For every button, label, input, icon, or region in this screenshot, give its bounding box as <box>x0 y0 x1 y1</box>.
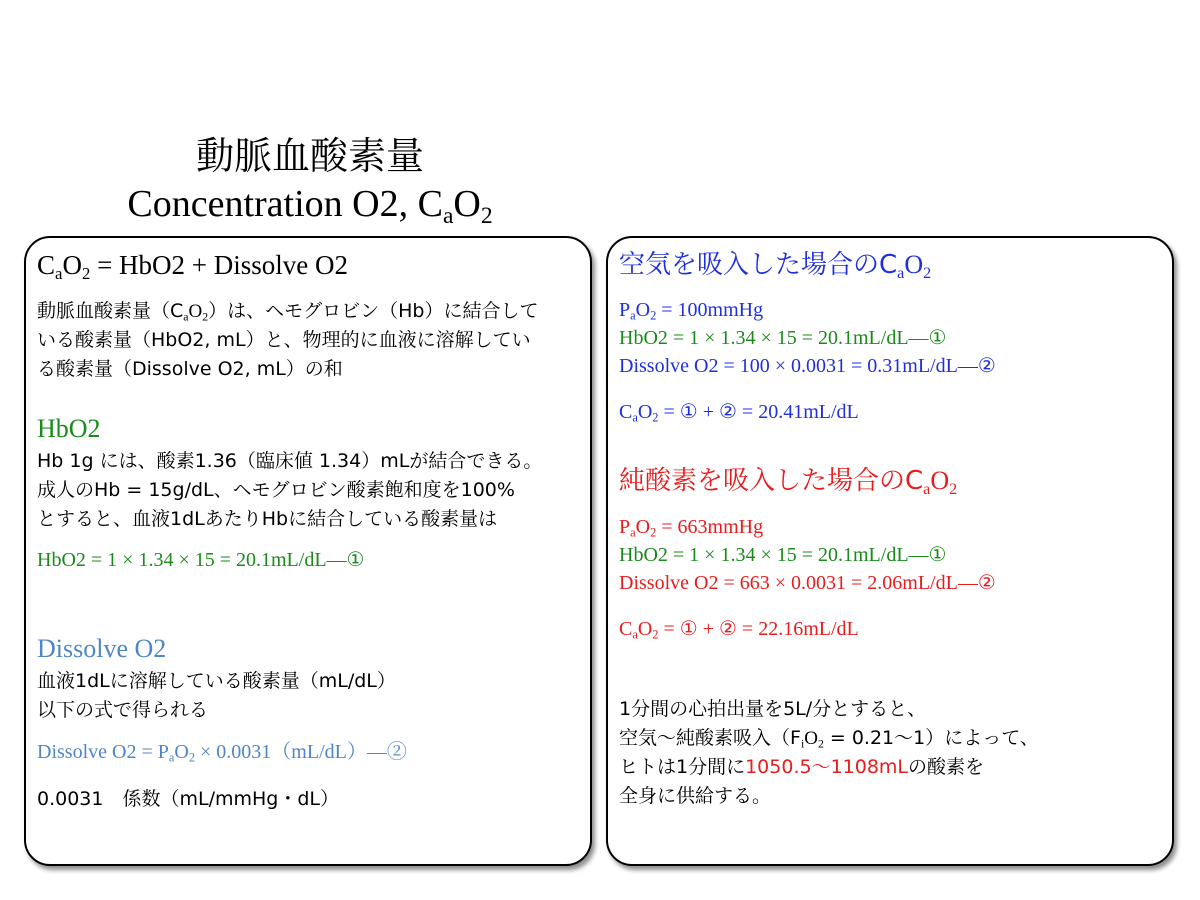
formula-rest: = HbO2 + Dissolve O2 <box>90 250 349 280</box>
air-cao2-sub-a: a <box>632 410 638 425</box>
o2-dissolve: Dissolve O2 = 663 × 0.0031 = 2.06mL/dL―② <box>619 572 996 594</box>
summary-line-3 <box>619 754 984 780</box>
coefficient-note: 0.0031 係数（mL/mmHg・dL） <box>37 788 339 810</box>
summary-2-o: O <box>804 728 818 749</box>
air-pao2-o: O <box>635 299 651 321</box>
summary-3-post: の酸素を <box>908 756 985 778</box>
air-heading-sub-a: a <box>897 264 905 282</box>
o2-pao2-sub-2: 2 <box>650 525 657 540</box>
dissolve-pre: Dissolve O2 = P <box>37 741 169 763</box>
formula-o: O <box>62 250 82 280</box>
o2-cao2-sub-2: 2 <box>652 627 659 642</box>
air-pao2-p: P <box>619 299 631 321</box>
dissolve-heading: Dissolve O2 <box>37 634 167 663</box>
right-panel <box>606 236 1174 866</box>
air-cao2-c: C <box>619 401 633 423</box>
summary-2-pre: 空気〜純酸素吸入（F <box>619 727 801 749</box>
def-1a: 動脈血酸素量（C <box>37 300 184 322</box>
o2-heading-o: O <box>930 466 950 495</box>
title-english <box>0 180 620 240</box>
o2-heading <box>619 464 957 507</box>
o2-pao2-sub-a: a <box>630 525 636 540</box>
hbo2-formula: HbO2 = 1 × 1.34 × 15 = 20.1mL/dL―① <box>37 549 365 571</box>
air-heading-o: O <box>904 250 924 279</box>
title-japanese: 動脈血酸素量 <box>195 134 424 178</box>
summary-2-rest: = 0.21〜1）によって、 <box>823 727 1039 749</box>
title-en-text: Concentration O2, C <box>127 183 443 225</box>
dissolve-formula <box>37 738 407 772</box>
summary-line-4: 全身に供給する。 <box>619 785 772 807</box>
dissolve-line-1: 血液1dLに溶解している酸素量（mL/dL） <box>37 670 396 692</box>
title-sub-a: a <box>442 203 454 230</box>
air-hbo2: HbO2 = 1 × 1.34 × 15 = 20.1mL/dL―① <box>619 327 947 349</box>
title-sub-2: 2 <box>480 203 493 230</box>
formula-sub-2: 2 <box>81 264 91 284</box>
air-cao2 <box>619 398 859 432</box>
dissolve-o: O <box>174 741 189 763</box>
o2-cao2-c: C <box>619 618 633 640</box>
definition-line-1 <box>37 298 539 331</box>
formula-c: C <box>37 250 56 280</box>
o2-pao2-rest: = 663mmHg <box>656 516 764 538</box>
o2-cao2-rest: = ① + ② = 22.16mL/dL <box>658 618 859 640</box>
formula-sub-a: a <box>55 264 63 284</box>
air-pao2-rest: = 100mmHg <box>656 299 764 321</box>
air-cao2-sub-2: 2 <box>652 410 659 425</box>
air-cao2-o: O <box>637 401 653 423</box>
summary-3-pre: ヒトは1分間に <box>619 756 746 778</box>
dissolve-sub-a: a <box>168 750 175 765</box>
air-dissolve: Dissolve O2 = 100 × 0.0031 = 0.31mL/dL―② <box>619 355 996 377</box>
dissolve-rest: × 0.0031（mL/dL）―② <box>195 741 407 763</box>
air-heading-text: 空気を吸入した場合のC <box>619 250 898 280</box>
left-panel <box>24 236 592 866</box>
air-heading-sub-2: 2 <box>923 264 932 282</box>
def-1e: ）は、ヘモグロビン（Hb）に結合して <box>208 300 539 322</box>
summary-line-1: 1分間の心拍出量を5L/分とすると、 <box>619 698 927 720</box>
o2-heading-sub-2: 2 <box>949 480 958 498</box>
o2-cao2 <box>619 615 859 649</box>
air-heading <box>619 248 931 291</box>
def-sub-2: 2 <box>202 310 209 324</box>
summary-2-sub-i: i <box>800 737 805 751</box>
dissolve-line-2: 以下の式で得られる <box>37 699 209 721</box>
cao2-formula <box>37 248 348 291</box>
o2-cao2-o: O <box>637 618 653 640</box>
def-o: O <box>188 301 203 322</box>
def-sub-a: a <box>183 310 189 324</box>
summary-line-2 <box>619 725 1039 758</box>
hbo2-line-3: とすると、血液1dLあたりHbに結合している酸素量は <box>37 508 498 530</box>
o2-pao2-o: O <box>635 516 651 538</box>
summary-3-range: 1050.5〜1108mL <box>745 756 909 778</box>
title-en-o: O <box>453 183 481 225</box>
o2-heading-text: 純酸素を吸入した場合のC <box>619 466 924 496</box>
hbo2-line-1: Hb 1g には、酸素1.36（臨床値 1.34）mLが結合できる。 <box>37 450 543 472</box>
o2-pao2-p: P <box>619 516 631 538</box>
air-cao2-rest: = ① + ② = 20.41mL/dL <box>658 401 859 423</box>
dissolve-sub-2: 2 <box>188 750 196 765</box>
o2-cao2-sub-a: a <box>632 627 638 642</box>
hbo2-line-2: 成人のHb = 15g/dL、ヘモグロビン酸素飽和度を100% <box>37 479 515 501</box>
definition-line-2: いる酸素量（HbO2, mL）と、物理的に血液に溶解してい <box>37 329 531 351</box>
o2-heading-sub-a: a <box>923 480 931 498</box>
definition-line-3: る酸素量（Dissolve O2, mL）の和 <box>37 358 343 380</box>
air-pao2-sub-a: a <box>630 308 636 323</box>
o2-hbo2: HbO2 = 1 × 1.34 × 15 = 20.1mL/dL―① <box>619 544 947 566</box>
summary-2-sub-2: 2 <box>817 737 824 751</box>
air-pao2-sub-2: 2 <box>650 308 657 323</box>
hbo2-heading: HbO2 <box>37 414 101 443</box>
